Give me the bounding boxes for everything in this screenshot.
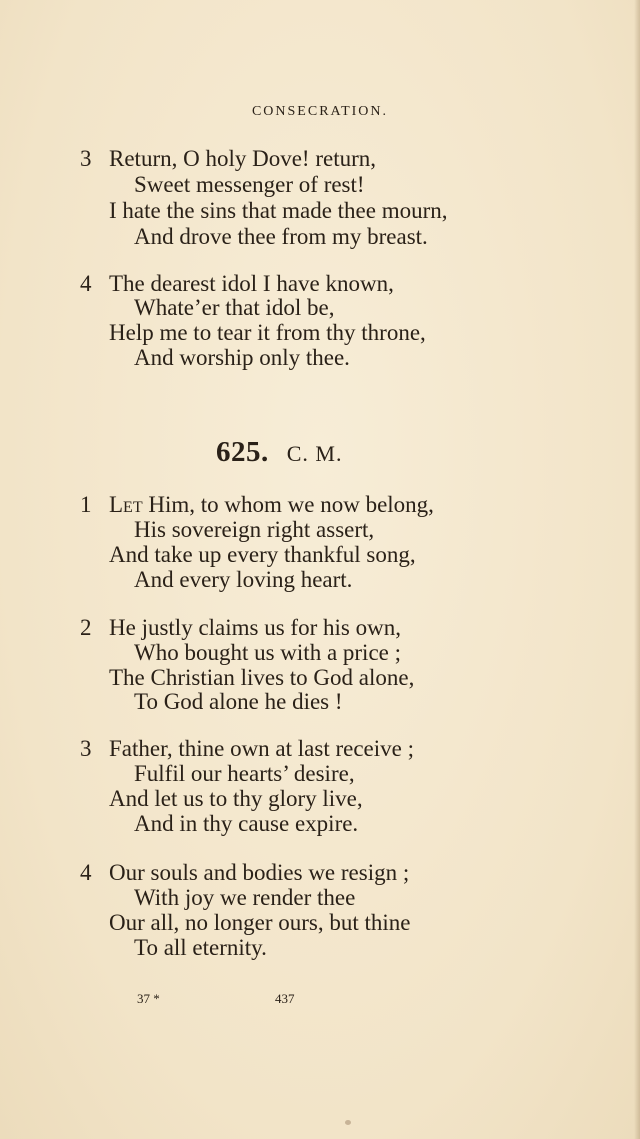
verse-line: To God alone he dies ! bbox=[134, 689, 343, 714]
verse-line: And in thy cause expire. bbox=[134, 811, 359, 836]
verse-line: His sovereign right assert, bbox=[134, 517, 375, 542]
verse-line: Help me to tear it from thy throne, bbox=[109, 320, 426, 345]
verse-line: Fulfil our hearts’ desire, bbox=[134, 761, 355, 786]
verse-line: I hate the sins that made thee mourn, bbox=[109, 198, 448, 223]
verse-line-rest: Him, to whom we now belong, bbox=[142, 492, 434, 517]
verse-line: Sweet messenger of rest! bbox=[134, 172, 365, 197]
signature-mark: 37 * bbox=[137, 991, 160, 1006]
verse-line: Our souls and bodies we resign ; bbox=[109, 860, 410, 885]
paper-speck bbox=[345, 1120, 351, 1125]
running-head: CONSECRATION. bbox=[251, 104, 389, 119]
verse-line: And every loving heart. bbox=[134, 567, 353, 592]
page-edge-shadow bbox=[634, 0, 640, 1139]
stanza-number: 3 bbox=[80, 736, 92, 761]
verse-line: And let us to thy glory live, bbox=[109, 786, 363, 811]
verse-line: Who bought us with a price ; bbox=[134, 640, 402, 665]
verse-line: To all eternity. bbox=[134, 935, 267, 960]
verse-line: With joy we render thee bbox=[134, 885, 356, 910]
verse-line: And drove thee from my breast. bbox=[134, 224, 428, 249]
verse-line: The Christian lives to God alone, bbox=[109, 665, 415, 690]
verse-line: Father, thine own at last receive ; bbox=[109, 736, 414, 761]
stanza-number: 4 bbox=[80, 860, 92, 885]
first-word-small-caps: Let bbox=[109, 492, 143, 517]
verse-line: And take up every thankful song, bbox=[109, 542, 416, 567]
stanza-number: 3 bbox=[80, 146, 92, 171]
stanza-number: 4 bbox=[80, 271, 92, 296]
stanza-number: 2 bbox=[80, 615, 92, 640]
verse-line: Our all, no longer ours, but thine bbox=[109, 910, 411, 935]
verse-line: Return, O holy Dove! return, bbox=[109, 146, 376, 171]
verse-line: Whate’er that idol be, bbox=[134, 295, 335, 320]
page-number: 437 bbox=[275, 991, 295, 1006]
stanza-number: 1 bbox=[80, 492, 92, 517]
verse-line: He justly claims us for his own, bbox=[109, 615, 401, 640]
hymn-heading bbox=[216, 436, 343, 469]
verse-line bbox=[109, 492, 434, 517]
hymn-meter: C. M. bbox=[286, 441, 343, 466]
verse-line: And worship only thee. bbox=[134, 345, 350, 370]
hymn-number: 625. bbox=[216, 436, 269, 468]
verse-line: The dearest idol I have known, bbox=[109, 271, 394, 296]
